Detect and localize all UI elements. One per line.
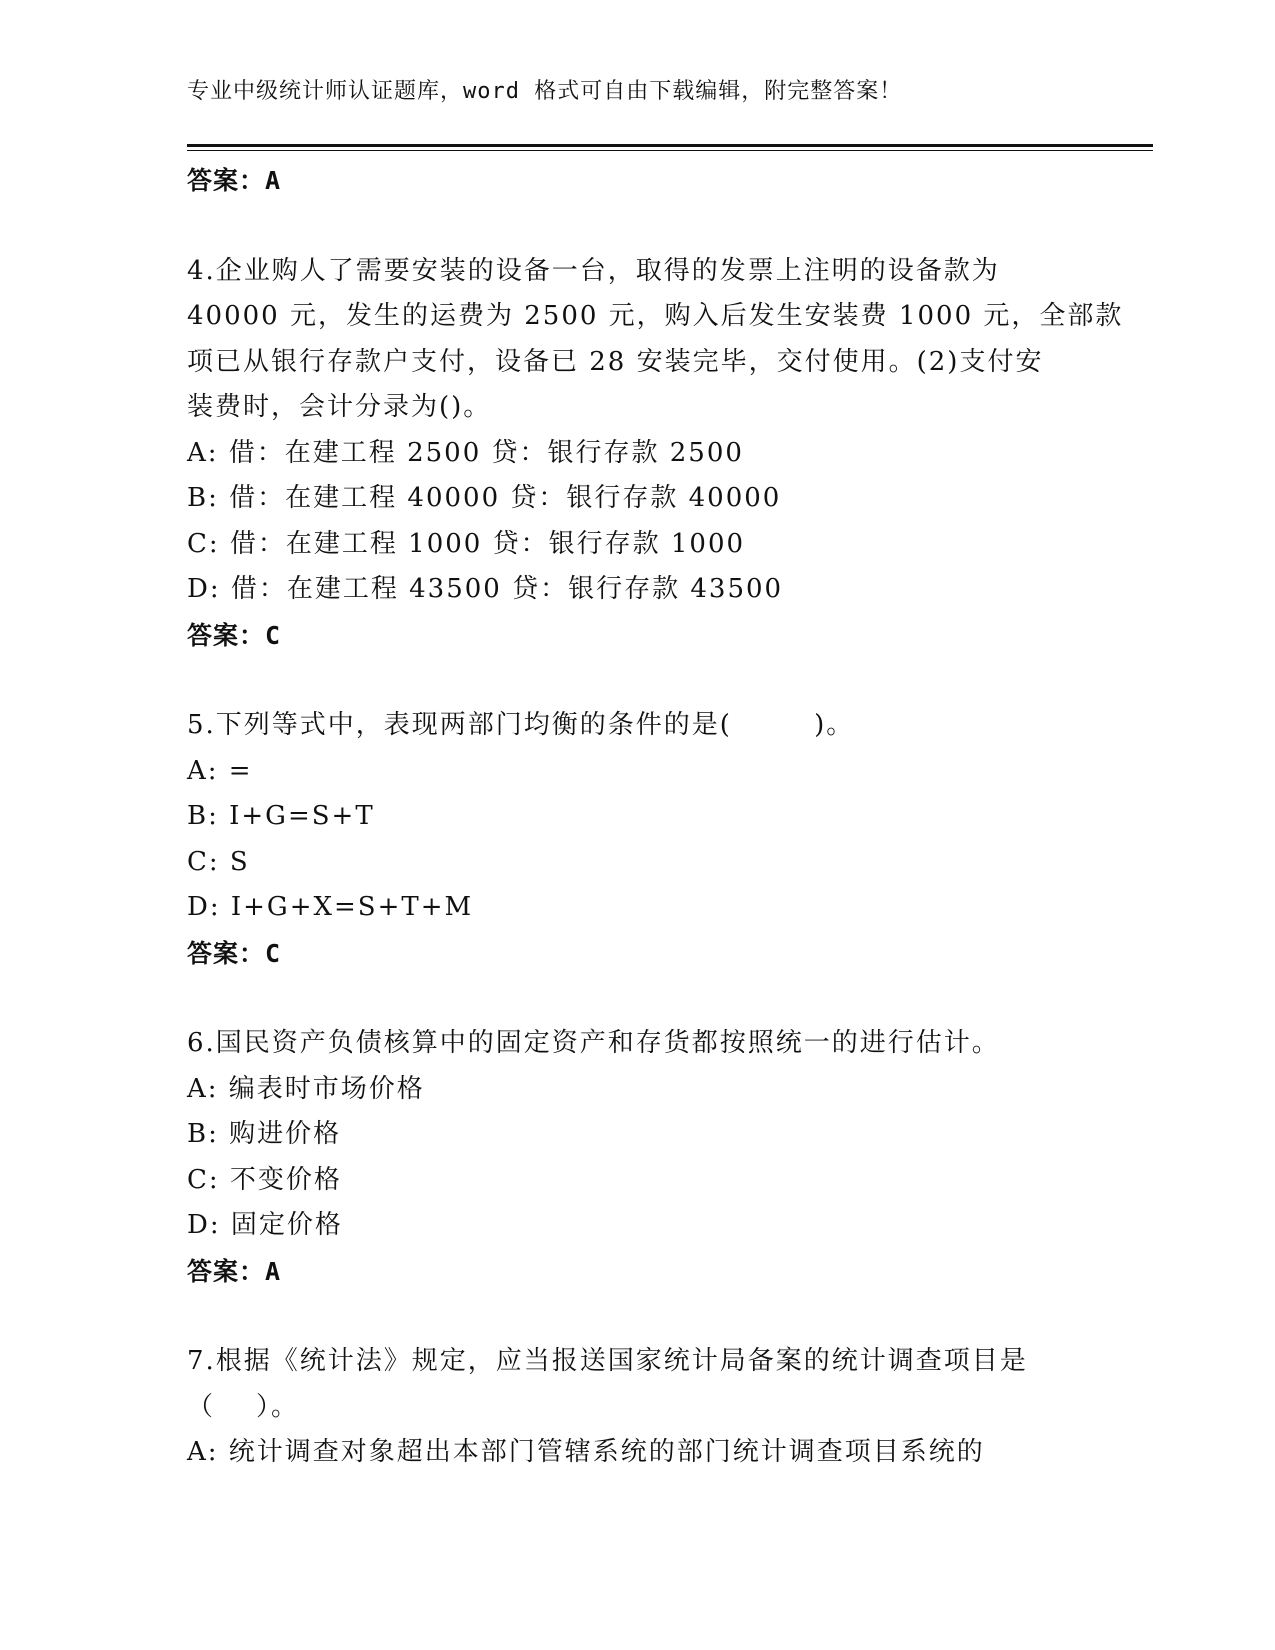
answer-line: 答案：C [187, 938, 282, 968]
question-stem: 5.下列等式中，表现两部门均衡的条件的是( )。 [187, 710, 855, 740]
question-stem: 装费时，会计分录为()。 [187, 392, 492, 422]
header-rule-thick [187, 144, 1153, 147]
spacer [187, 1294, 1087, 1339]
spacer [187, 204, 1087, 249]
header-rule-thin [187, 150, 1153, 151]
option-b: B: 借：在建工程 40000 贷：银行存款 40000 [187, 483, 782, 513]
question-stem: 7.根据《统计法》规定，应当报送国家统计局备案的统计调查项目是 [187, 1346, 1028, 1376]
option-b: B: 购进价格 [187, 1119, 342, 1149]
question-block [187, 249, 1124, 659]
option-d: D: 借：在建工程 43500 贷：银行存款 43500 [187, 574, 784, 604]
question-stem: （ ）。 [187, 1391, 300, 1422]
question-list [187, 158, 1124, 1476]
answer-line: 答案：C [187, 620, 282, 650]
question-block [187, 703, 1087, 976]
question-block [187, 1021, 1087, 1294]
option-c: C: 不变价格 [187, 1164, 342, 1195]
answer-line: 答案：A [187, 1256, 282, 1286]
option-d: D: I+G+X=S+T+M [187, 892, 474, 922]
option-b: B: I+G=S+T [187, 801, 375, 831]
page-header: 专业中级统计师认证题库，word 格式可自由下载编辑，附完整答案！ [187, 79, 903, 104]
question-stem: 6.国民资产负债核算中的固定资产和存货都按照统一的进行估计。 [187, 1028, 1000, 1058]
spacer [187, 976, 1087, 1021]
spacer [187, 658, 1087, 703]
option-d: D: 固定价格 [187, 1210, 343, 1240]
option-a: A: 借：在建工程 2500 贷：银行存款 2500 [187, 437, 744, 468]
option-c: C: 借：在建工程 1000 贷：银行存款 1000 [187, 528, 746, 559]
question-stem: 4.企业购人了需要安装的设备一台，取得的发票上注明的设备款为 [187, 255, 1000, 286]
option-a: A: 统计调查对象超出本部门管辖系统的部门统计调查项目系统的 [187, 1437, 985, 1467]
option-a: A: = [187, 755, 253, 786]
answer-line: 答案：A [187, 166, 282, 195]
option-a: A: 编表时市场价格 [187, 1073, 425, 1104]
question-stem: 项已从银行存款户支付，设备已 28 安装完毕，交付使用。(2)支付安 [187, 346, 1044, 377]
option-c: C: S [187, 846, 250, 877]
question-stem: 40000 元，发生的运费为 2500 元，购入后发生安装费 1000 元，全部款 [187, 301, 1124, 331]
question-block [187, 1339, 1087, 1476]
